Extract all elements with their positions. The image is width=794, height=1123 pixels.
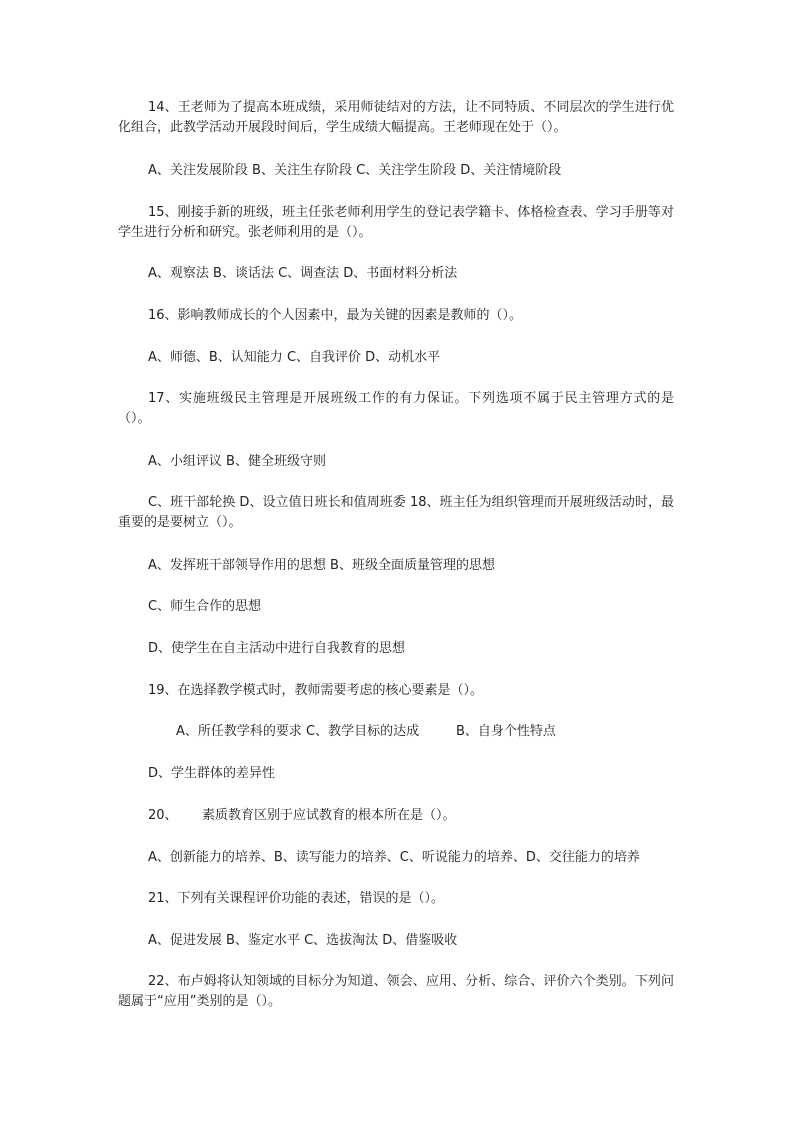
question-18-options-ab: A、发挥班干部领导作用的思想 B、班级全面质量管理的思想 [148, 558, 495, 573]
question-21-stem: 21、下列有关课程评价功能的表述，错误的是（）。 [148, 891, 445, 906]
question-20-stem: 素质教育区别于应试教育的根本所在是（）。 [202, 808, 456, 823]
question-17-options-cd-question-18-stem: C、班干部轮换 D、设立值日班长和值周班委 18、班主任为组织管理而开展班级活动时，最重要的是要树立（）。 [118, 495, 674, 530]
question-20-options: A、创新能力的培养、B、读写能力的培养、C、听说能力的培养、D、交往能力的培养 [148, 850, 640, 865]
question-17-stem: 17、实施班级民主管理是开展班级工作的有力保证。下列选项不属于民主管理方式的是（）。 [118, 391, 674, 426]
question-20-number: 20、 [148, 808, 178, 823]
question-18-option-d: D、使学生在自主活动中进行自我教育的思想 [148, 641, 406, 656]
question-14-stem: 14、王老师为了提高本班成绩，采用师徒结对的方法，让不同特质、不同层次的学生进行优化组合，此教学活动开展段时间后，学生成绩大幅提高。王老师现在处于（）。 [118, 100, 674, 135]
question-19-option-b: B、自身个性特点 [456, 724, 556, 739]
question-15-stem: 15、刚接手新的班级，班主任张老师利用学生的登记表学籍卡、体格检查表、学习手册等对学生进行分析和研究。张老师利用的是（）。 [118, 205, 674, 240]
question-15-options: A、观察法 B、谈话法 C、调查法 D、书面材料分析法 [148, 266, 458, 281]
question-16-stem: 16、影响教师成长的个人因素中，最为关键的因素是教师的（）。 [148, 308, 523, 323]
question-19-options-ac: A、所任教学科的要求 C、教学目标的达成 [176, 724, 420, 739]
question-18-option-c: C、师生合作的思想 [148, 599, 262, 614]
question-17-options-ab: A、小组评议 B、健全班级守则 [148, 454, 326, 469]
question-14-options: A、关注发展阶段 B、关注生存阶段 C、关注学生阶段 D、关注情境阶段 [148, 163, 562, 178]
question-22-stem: 22、布卢姆将认知领域的目标分为知道、领会、应用、分析、综合、评价六个类别。下列问题属于“应用”类别的是（）。 [118, 974, 674, 1009]
question-19-option-d: D、学生群体的差异性 [148, 766, 276, 781]
question-21-options: A、促进发展 B、鉴定水平 C、选拔淘汰 D、借鉴吸收 [148, 933, 458, 948]
question-19-stem: 19、在选择教学模式时，教师需要考虑的核心要素是（）。 [148, 683, 484, 698]
question-16-options: A、师德、B、认知能力 C、自我评价 D、动机水平 [148, 350, 441, 365]
